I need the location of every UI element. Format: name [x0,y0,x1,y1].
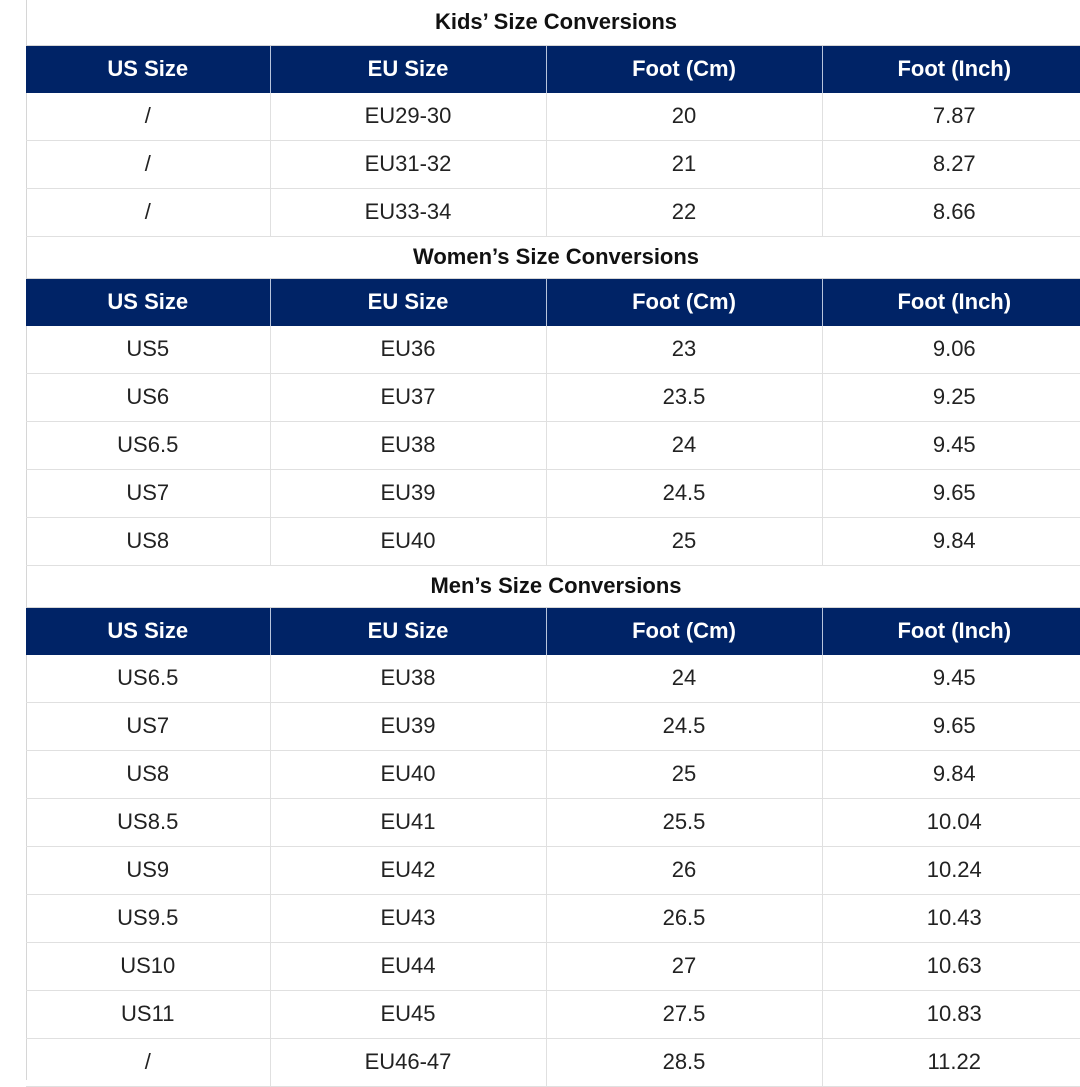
cell-foot-inch: 10.24 [822,846,1080,894]
cell-eu-size: EU46-47 [270,1038,546,1086]
table-row [26,702,1080,750]
table-row [26,750,1080,798]
size-conversion-table [26,0,1080,1087]
cell-foot-cm: 24 [546,655,822,703]
cell-eu-size: EU43 [270,894,546,942]
cell-foot-cm: 23.5 [546,373,822,421]
cell-us-size: / [26,140,270,188]
cell-us-size: / [26,1038,270,1086]
cell-eu-size: EU29-30 [270,93,546,141]
section-title-row [26,565,1080,607]
cell-us-size: US10 [26,942,270,990]
table-row [26,942,1080,990]
cell-foot-cm: 27 [546,942,822,990]
cell-eu-size: EU40 [270,750,546,798]
cell-foot-cm: 24 [546,421,822,469]
cell-foot-inch: 9.06 [822,326,1080,374]
cell-foot-cm: 27.5 [546,990,822,1038]
cell-eu-size: EU39 [270,702,546,750]
col-header-eu-size: EU Size [270,278,546,326]
table-row [26,421,1080,469]
cell-us-size: US9 [26,846,270,894]
cell-foot-inch: 10.04 [822,798,1080,846]
cell-foot-cm: 25.5 [546,798,822,846]
col-header-foot-inch: Foot (Inch) [822,607,1080,655]
cell-us-size: US9.5 [26,894,270,942]
column-header-row [26,278,1080,326]
table-row [26,517,1080,565]
cell-eu-size: EU36 [270,326,546,374]
cell-eu-size: EU41 [270,798,546,846]
cell-foot-inch: 9.65 [822,469,1080,517]
col-header-eu-size: EU Size [270,45,546,93]
cell-us-size: US6.5 [26,655,270,703]
cell-foot-cm: 21 [546,140,822,188]
table-row [26,894,1080,942]
cell-foot-inch: 9.84 [822,750,1080,798]
col-header-us-size: US Size [26,607,270,655]
cell-foot-inch: 9.25 [822,373,1080,421]
section-title-row [26,236,1080,278]
cell-eu-size: EU44 [270,942,546,990]
table-row [26,798,1080,846]
table-row [26,373,1080,421]
cell-us-size: US7 [26,469,270,517]
cell-us-size: US8 [26,517,270,565]
column-header-row [26,45,1080,93]
cell-eu-size: EU33-34 [270,188,546,236]
cell-eu-size: EU31-32 [270,140,546,188]
cell-eu-size: EU37 [270,373,546,421]
cell-eu-size: EU42 [270,846,546,894]
cell-eu-size: EU40 [270,517,546,565]
cell-eu-size: EU38 [270,655,546,703]
section-title-men: Men’s Size Conversions [26,565,1080,607]
cell-us-size: US8 [26,750,270,798]
cell-us-size: US11 [26,990,270,1038]
table-row [26,655,1080,703]
cell-foot-inch: 9.45 [822,655,1080,703]
col-header-foot-cm: Foot (Cm) [546,607,822,655]
cell-foot-inch: 9.65 [822,702,1080,750]
table-row [26,846,1080,894]
cell-eu-size: EU39 [270,469,546,517]
cell-us-size: US5 [26,326,270,374]
cell-foot-cm: 24.5 [546,469,822,517]
cell-us-size: US7 [26,702,270,750]
cell-foot-cm: 24.5 [546,702,822,750]
table-row [26,93,1080,141]
col-header-foot-inch: Foot (Inch) [822,278,1080,326]
section-title-women: Women’s Size Conversions [26,236,1080,278]
cell-foot-cm: 28.5 [546,1038,822,1086]
cell-foot-inch: 9.45 [822,421,1080,469]
cell-foot-cm: 26 [546,846,822,894]
cell-foot-inch: 11.22 [822,1038,1080,1086]
col-header-foot-cm: Foot (Cm) [546,278,822,326]
cell-us-size: / [26,188,270,236]
table-row [26,188,1080,236]
cell-us-size: US8.5 [26,798,270,846]
cell-us-size: US6.5 [26,421,270,469]
col-header-foot-inch: Foot (Inch) [822,45,1080,93]
cell-foot-inch: 8.66 [822,188,1080,236]
cell-foot-cm: 26.5 [546,894,822,942]
table-row [26,326,1080,374]
col-header-foot-cm: Foot (Cm) [546,45,822,93]
table-row [26,1038,1080,1086]
col-header-eu-size: EU Size [270,607,546,655]
cell-foot-inch: 7.87 [822,93,1080,141]
cell-foot-inch: 8.27 [822,140,1080,188]
section-title-kids: Kids’ Size Conversions [26,0,1080,45]
cell-foot-cm: 20 [546,93,822,141]
table-row [26,469,1080,517]
cell-foot-cm: 25 [546,750,822,798]
cell-us-size: US6 [26,373,270,421]
cell-eu-size: EU38 [270,421,546,469]
cell-foot-inch: 10.83 [822,990,1080,1038]
table-row [26,990,1080,1038]
col-header-us-size: US Size [26,278,270,326]
cell-eu-size: EU45 [270,990,546,1038]
cell-foot-inch: 10.63 [822,942,1080,990]
cell-foot-cm: 25 [546,517,822,565]
cell-foot-cm: 23 [546,326,822,374]
section-title-row [26,0,1080,45]
cell-foot-cm: 22 [546,188,822,236]
col-header-us-size: US Size [26,45,270,93]
table-row [26,140,1080,188]
column-header-row [26,607,1080,655]
cell-us-size: / [26,93,270,141]
cell-foot-inch: 9.84 [822,517,1080,565]
cell-foot-inch: 10.43 [822,894,1080,942]
